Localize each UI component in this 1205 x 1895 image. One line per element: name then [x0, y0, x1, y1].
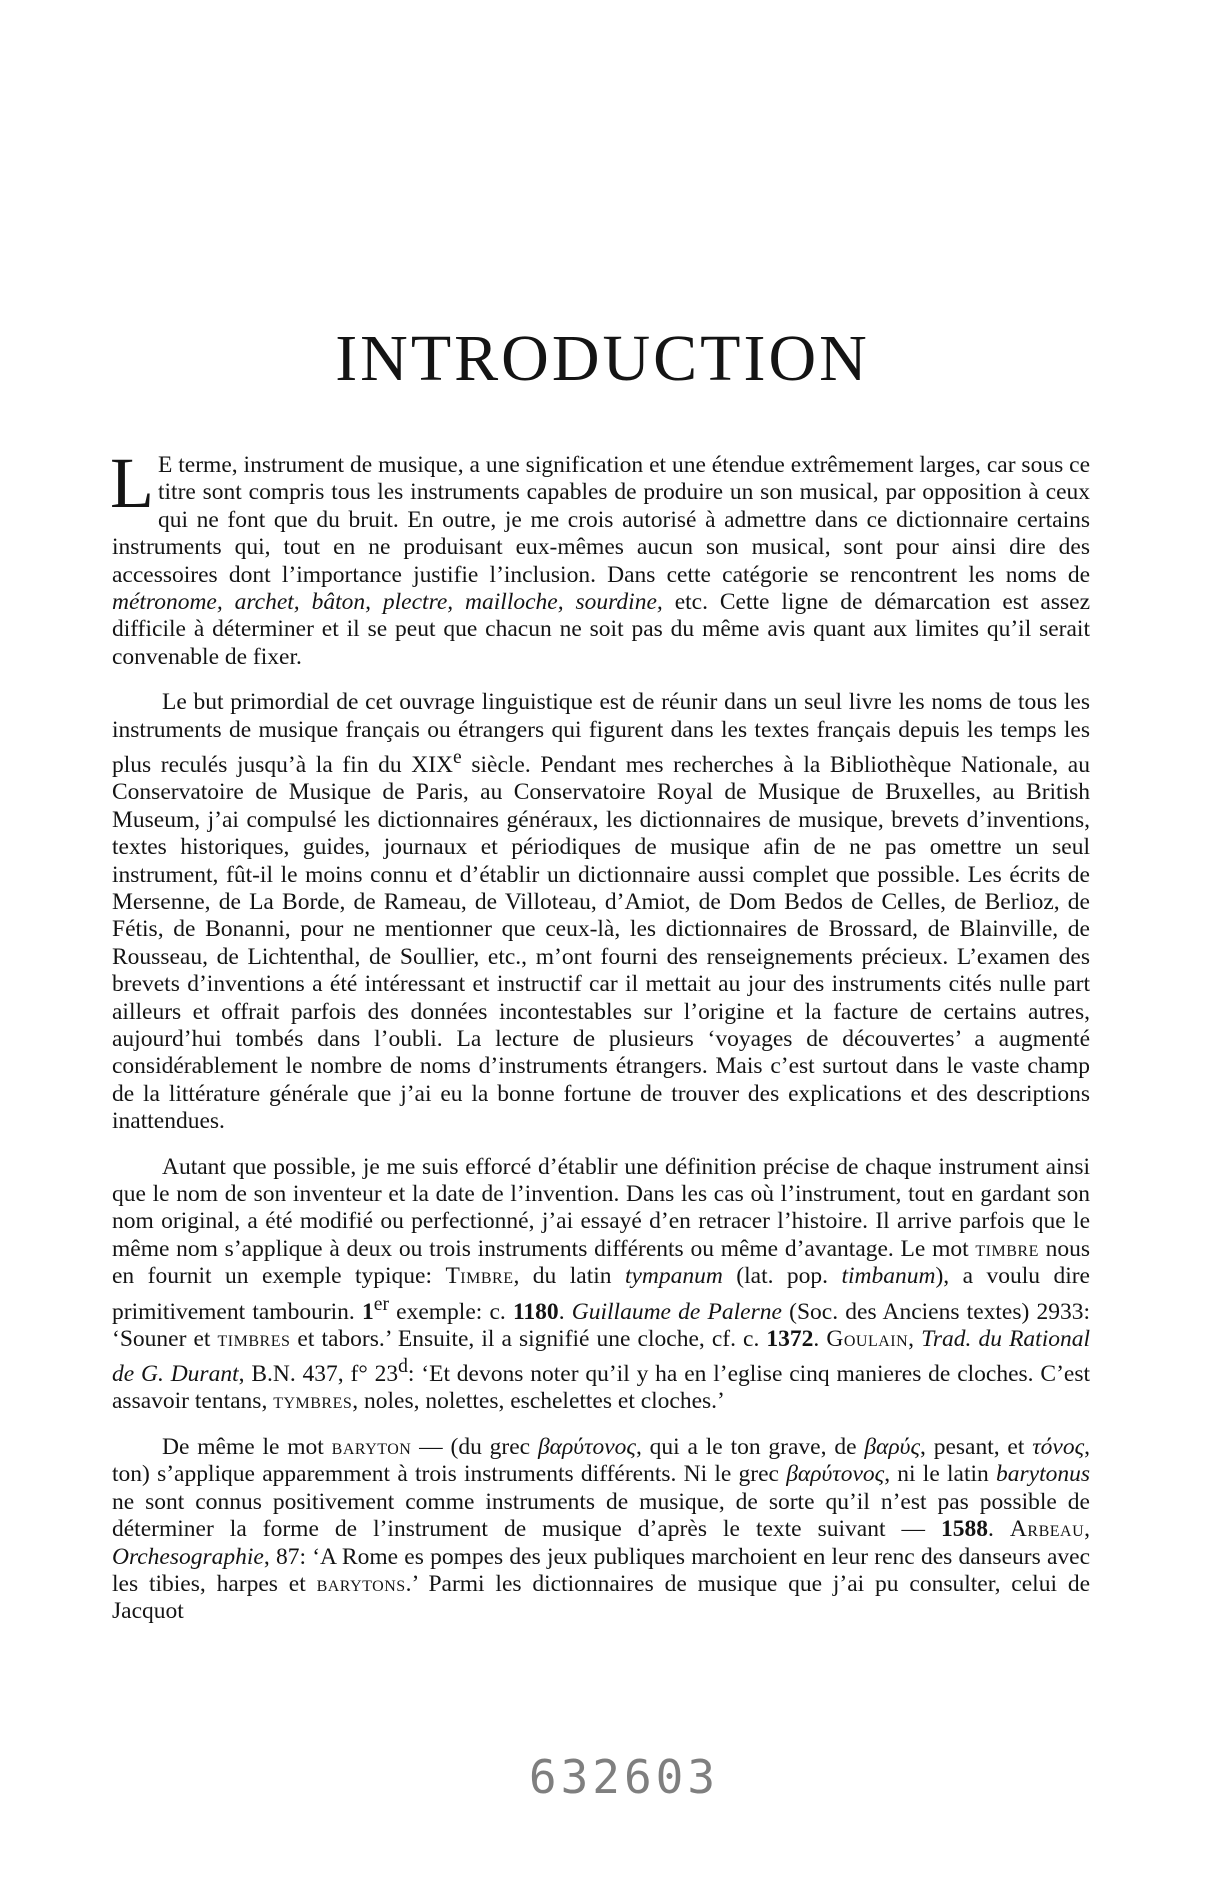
italic-run: βαρύς — [864, 1433, 920, 1460]
superscript: e — [453, 747, 462, 769]
paragraph-1 — [110, 443, 1091, 671]
italic-run: Orchesographie — [112, 1543, 264, 1570]
superscript: er — [373, 1293, 389, 1315]
text-run: , qui a le ton grave, de — [635, 1433, 865, 1460]
small-caps-run: Arbeau — [1009, 1516, 1085, 1543]
text-run: , 87: ‘A Rome es pompes des jeux publiques marchoient en leur renc des danseurs avec les tibies, harpes et — [112, 1543, 1090, 1597]
italic-run: βαρύτονος — [537, 1433, 636, 1460]
text-run: exemple: c. — [388, 1298, 513, 1325]
italic-run: tympanum — [624, 1263, 723, 1290]
small-caps-run: timbres — [217, 1325, 291, 1352]
text-run: , — [1084, 1516, 1090, 1543]
bold-run: 1 — [362, 1298, 374, 1325]
text-run: , ton) s’applique apparemment à trois instruments différents. Ni le grec — [112, 1433, 1090, 1488]
superscript: d — [398, 1356, 408, 1378]
text-run: nous en fournit un exemple typique: — [112, 1235, 1090, 1290]
paragraph-4 — [112, 1434, 1090, 1626]
italic-run: métronome, archet, bâton, plectre, mailloche, sourdine, — [112, 589, 663, 616]
small-caps-run: baryton — [331, 1433, 412, 1460]
text-run: .’ Parmi les dictionnaires de musique que j’ai pu consulter, celui de Jacquot — [112, 1570, 1091, 1625]
bold-run: 1588 — [941, 1516, 989, 1543]
text-run: , du latin — [513, 1263, 625, 1290]
text-run: (lat. pop. — [722, 1263, 842, 1290]
text-run: Autant que possible, je me suis efforcé d’établir une définition précise de chaque instrument ainsi que le nom de son inventeur et la date de l’invention. Dans les cas où l’instrument, tout en gardant son nom original, a été modifié ou perfectionné, j’ai essayé d’en retracer l’histoire. Il arrive parfois que le même nom s’applique à deux ou trois instruments différents ou même d’avantage. Le mot — [112, 1153, 1090, 1262]
text-run: . — [558, 1298, 572, 1325]
small-caps-run: barytons — [316, 1570, 406, 1597]
bold-run: 1180 — [512, 1298, 559, 1325]
text-run: , noles, nolettes, eschelettes et cloches.’ — [352, 1388, 725, 1415]
text-run: , ni le latin — [884, 1461, 996, 1488]
italic-run: Guillaume de Palerne — [571, 1298, 782, 1325]
text-run: (Soc. des Anciens textes) 2933: ‘Souner et — [112, 1298, 1091, 1352]
italic-run: Trad. du Rational de G. Durant — [112, 1325, 1091, 1388]
text-run: Le but primordial de cet ouvrage linguistique est de réunir dans un seul livre les noms de tous les instruments de musique français ou étrangers qui figurent dans les textes français depuis les temps les plus reculés jusqu’à la fin du XIX — [112, 689, 1090, 778]
small-caps-run: Timbre — [445, 1263, 514, 1290]
text-run: , — [908, 1325, 922, 1352]
text-run: De même le mot — [162, 1433, 332, 1460]
bold-run: 1372 — [766, 1325, 814, 1352]
page-title: INTRODUCTION — [335, 322, 870, 395]
text-run: ne sont connus positivement comme instruments de musique, de sorte qu’il n’est pas possible de déterminer la forme de l’instrument de musique d’après le texte suivant — — [112, 1488, 1090, 1543]
small-caps-run: timbre — [975, 1235, 1039, 1262]
italic-run: timbanum — [841, 1263, 936, 1290]
small-caps-run: Goulain — [826, 1325, 909, 1352]
body-text — [110, 443, 1091, 1626]
text-run: , B.N. 437, f° 23 — [238, 1361, 399, 1388]
text-run: et tabors.’ Ensuite, il a signifié une cloche, cf. c. — [290, 1325, 767, 1352]
italic-run: βαρύτονος — [786, 1461, 885, 1488]
paragraph-3 — [112, 1154, 1090, 1416]
text-run: ), a voulu dire primitivement tambourin. — [112, 1263, 1090, 1325]
text-run: — (du grec — [411, 1433, 538, 1460]
text-run: : ‘Et devons noter qu’il y ha en l’eglise cinq manieres de cloches. C’est assavoir tentans, — [112, 1361, 1090, 1415]
text-run: . — [988, 1516, 1010, 1543]
drop-cap: L — [110, 443, 154, 523]
text-run: . — [813, 1325, 827, 1352]
text-run: etc. Cette ligne de démarcation est assez difficile à déterminer et il se peut que chacun ne soit pas du même avis quant aux limites qu’il serait convenable de fixer. — [112, 589, 1091, 670]
small-caps-run: tymbres — [273, 1388, 353, 1415]
paragraph-2 — [112, 689, 1090, 1135]
library-stamp: 632603 — [528, 1750, 720, 1804]
text-run: , pesant, et — [919, 1433, 1033, 1460]
italic-run: barytonus — [996, 1461, 1090, 1488]
text-run: E terme, instrument de musique, a une signification et une étendue extrêmement larges, car sous ce titre sont compris tous les instruments capables de produire un son musical, par opposition à ceux qui ne font que du bruit. En outre, je me crois autorisé à admettre dans ce dictionnaire certains instruments qui, tout en ne produisant eux-mêmes aucun son musical, sont pour ainsi dire des accessoires dont l’importance justifie l’inclusion. Dans cette catégorie se rencontrent les noms de — [112, 452, 1090, 588]
italic-run: τόνος — [1032, 1433, 1085, 1460]
text-run: siècle. Pendant mes recherches à la Bibliothèque Nationale, au Conservatoire de Musique de Paris, au Conservatoire Royal de Musique de Bruxelles, au British Museum, j’ai compulsé les dictionnaires généraux, les dictionnaires de musique, brevets d’inventions, textes historiques, guides, journaux et périodiques de musique afin de ne pas omettre un seul instrument, fût-il le moins connu et d’établir un dictionnaire aussi complet que possible. Les écrits de Mersenne, de La Borde, de Rameau, de Villoteau, d’Amiot, de Dom Bedos de Celles, de Berlioz, de Fétis, de Bonanni, pour ne mentionner que ceux-là, les dictionnaires de Brossard, de Blainville, de Rousseau, de Lichtenthal, de Soullier, etc., m’ont fourni des renseignements précieux. L’examen des brevets d’inventions a été intéressant et instructif car il mettait au jour des instruments cités nulle part ailleurs et offrait parfois des données incontestables sur l’origine et la facture de certains autres, aujourd’hui tombés dans l’oubli. La lecture de plusieurs ‘voyages de découvertes’ a augmenté considérablement le nombre de noms d’instruments étrangers. Mais c’est surtout dans le vaste champ de la littérature générale que j’ai eu la bonne fortune de trouver des explications et des descriptions inattendues. — [112, 751, 1090, 1135]
